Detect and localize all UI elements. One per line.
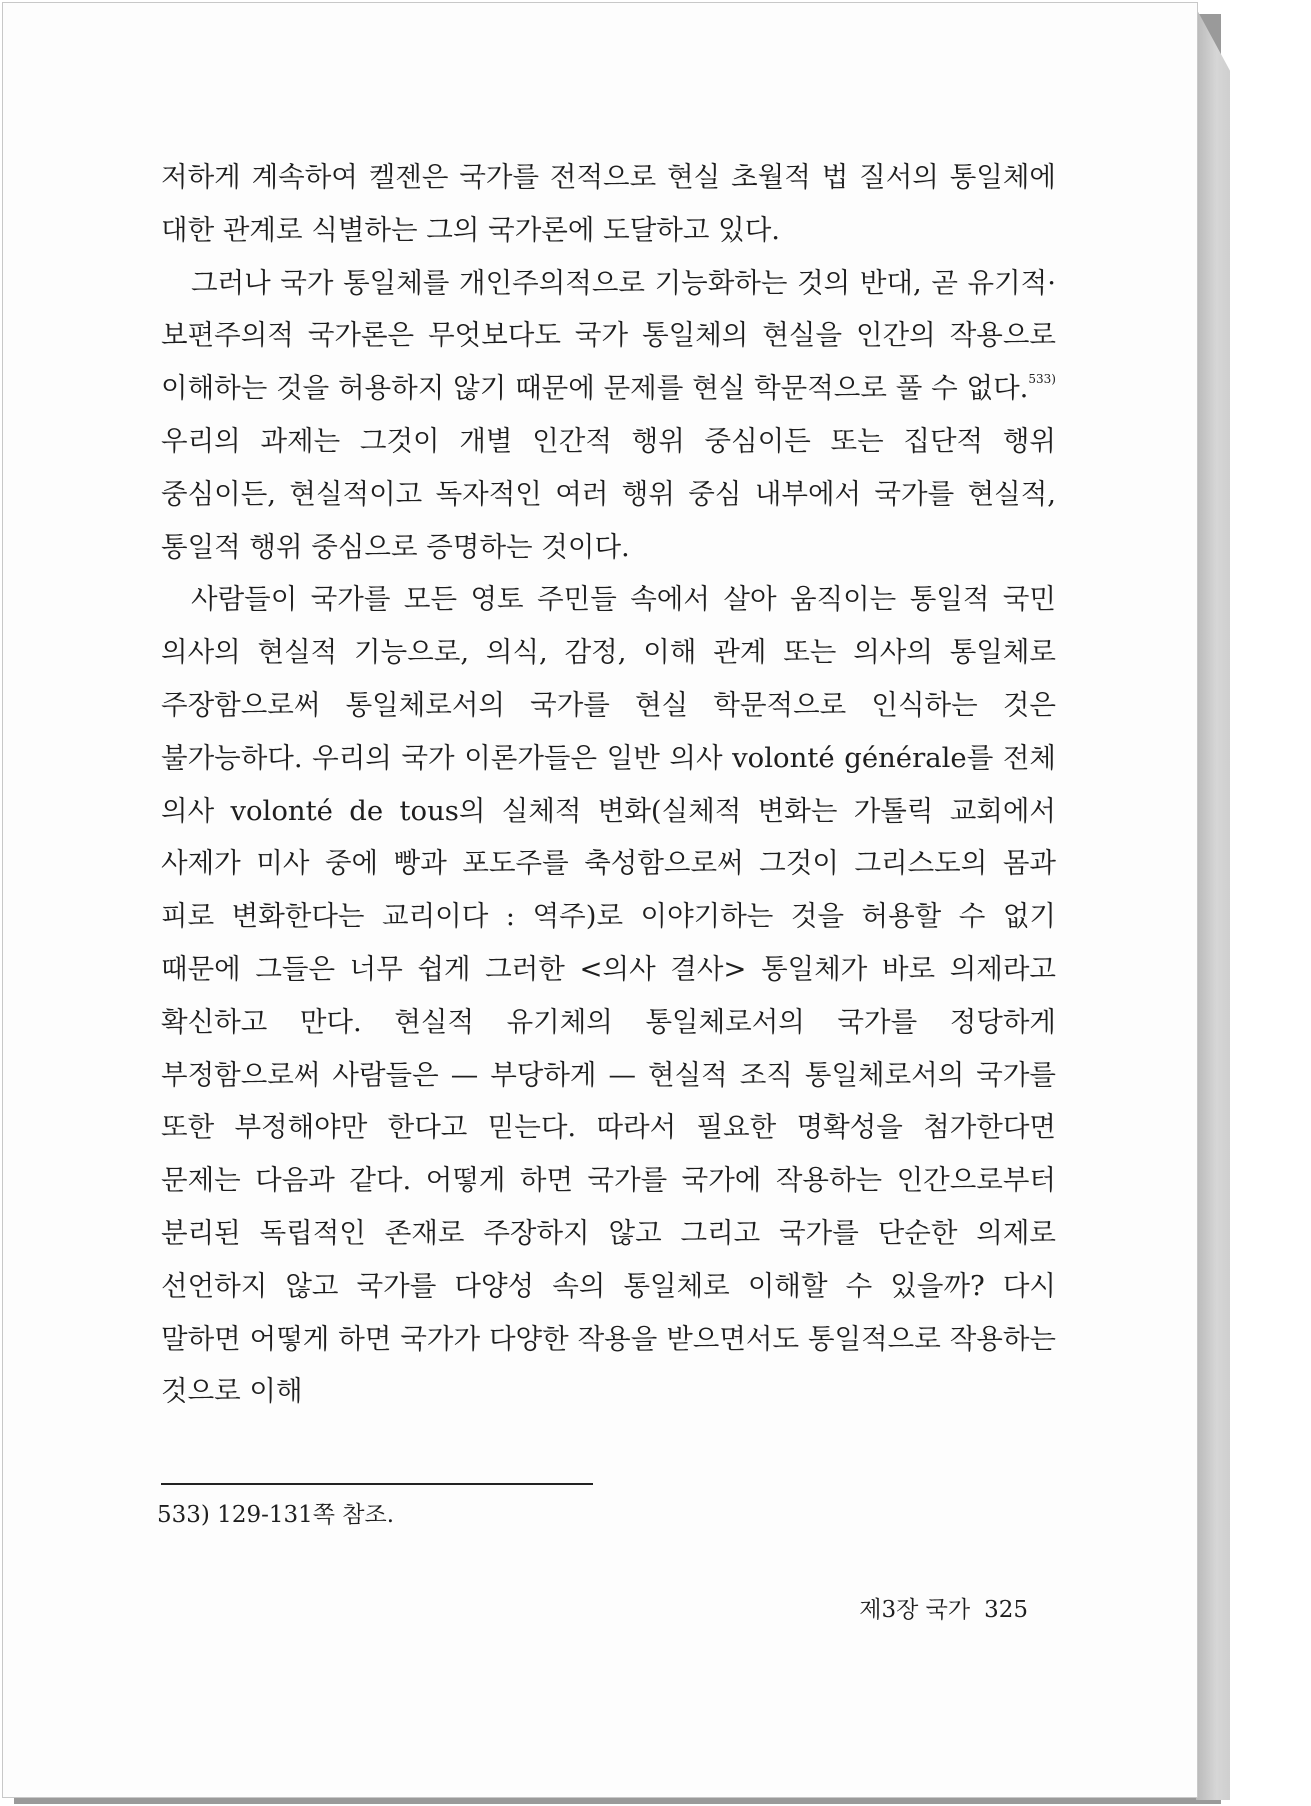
paragraph-general-will: 사람들이 국가를 모든 영토 주민들 속에서 살아 움직이는 통일적 국민 의사의 현실적 기능으로, 의식, 감정, 이해 관계 또는 의사의 통일체로 주장함으로써 통일체로서의 국가를 현실 학문적으로 인식하는 것은 불가능하다. 우리의 국가 이론가들은 일반 의사 volonté générale를 전체 의사 volonté de tous의 실체적 변화(실체적 변화는 가톨릭 교회에서 사제가 미사 중에 빵과 포도주를 축성함으로써 그것이 그리스도의 몸과 피로 변화한다는 교리이다 : 역주)로 이야기하는 것을 허용할 수 없기 때문에 그들은 너무 쉽게 그러한 <의사 결사> 통일체가 바로 의제라고 확신하고 만다. 현실적 유기체의 통일체로서의 국가를 정당하게 부정함으로써 사람들은 — 부당하게 — 현실적 조직 통일체로서의 국가를 또한 부정해야만 한다고 믿는다. 따라서 필요한 명확성을 첨가한다면 문제는 다음과 같다. 어떻게 하면 국가를 국가에 작용하는 인간으로부터 분리된 독립적인 존재로 주장하지 않고 그리고 국가를 단순한 의제로 선언하지 않고 국가를 다양성 속의 통일체로 이해할 수 있을까? 다시 말하면 어떻게 하면 국가가 다양한 작용을 받으면서도 통일적으로 작용하는 것으로 이해: [161, 583, 1056, 1408]
footnote-reference: 533): [1028, 372, 1056, 387]
running-footer: [803, 1593, 1028, 1627]
body-text: [161, 151, 1056, 1418]
paragraph-continuation: 저하게 계속하여 켈젠은 국가를 전적으로 현실 초월적 법 질서의 통일체에 대한 관계로 식별하는 그의 국가론에 도달하고 있다.: [161, 161, 1056, 246]
footnote-divider: [161, 1483, 593, 1485]
paragraph-text: 그러나 국가 통일체를 개인주의적으로 기능화하는 것의 반대, 곧 유기적·보편주의적 국가론은 무엇보다도 국가 통일체의 현실을 인간의 작용으로 이해하는 것을 허용하지 않기 때문에 문제를 현실 학문적으로 풀 수 없다.: [161, 266, 1056, 405]
book-page: [2, 2, 1198, 1798]
page-edge: [1196, 8, 1230, 1800]
paragraph-organic-state-theory: [161, 257, 1056, 574]
page-number: 325: [984, 1597, 1028, 1623]
paragraph-text: 우리의 과제는 그것이 개별 인간적 행위 중심이든 또는 집단적 행위 중심이든, 현실적이고 독자적인 여러 행위 중심 내부에서 국가를 현실적, 통일적 행위 중심으로 증명하는 것이다.: [161, 424, 1057, 563]
chapter-title: 제3장 국가: [859, 1597, 971, 1623]
footnote: 533) 129-131쪽 참조.: [157, 1502, 395, 1528]
